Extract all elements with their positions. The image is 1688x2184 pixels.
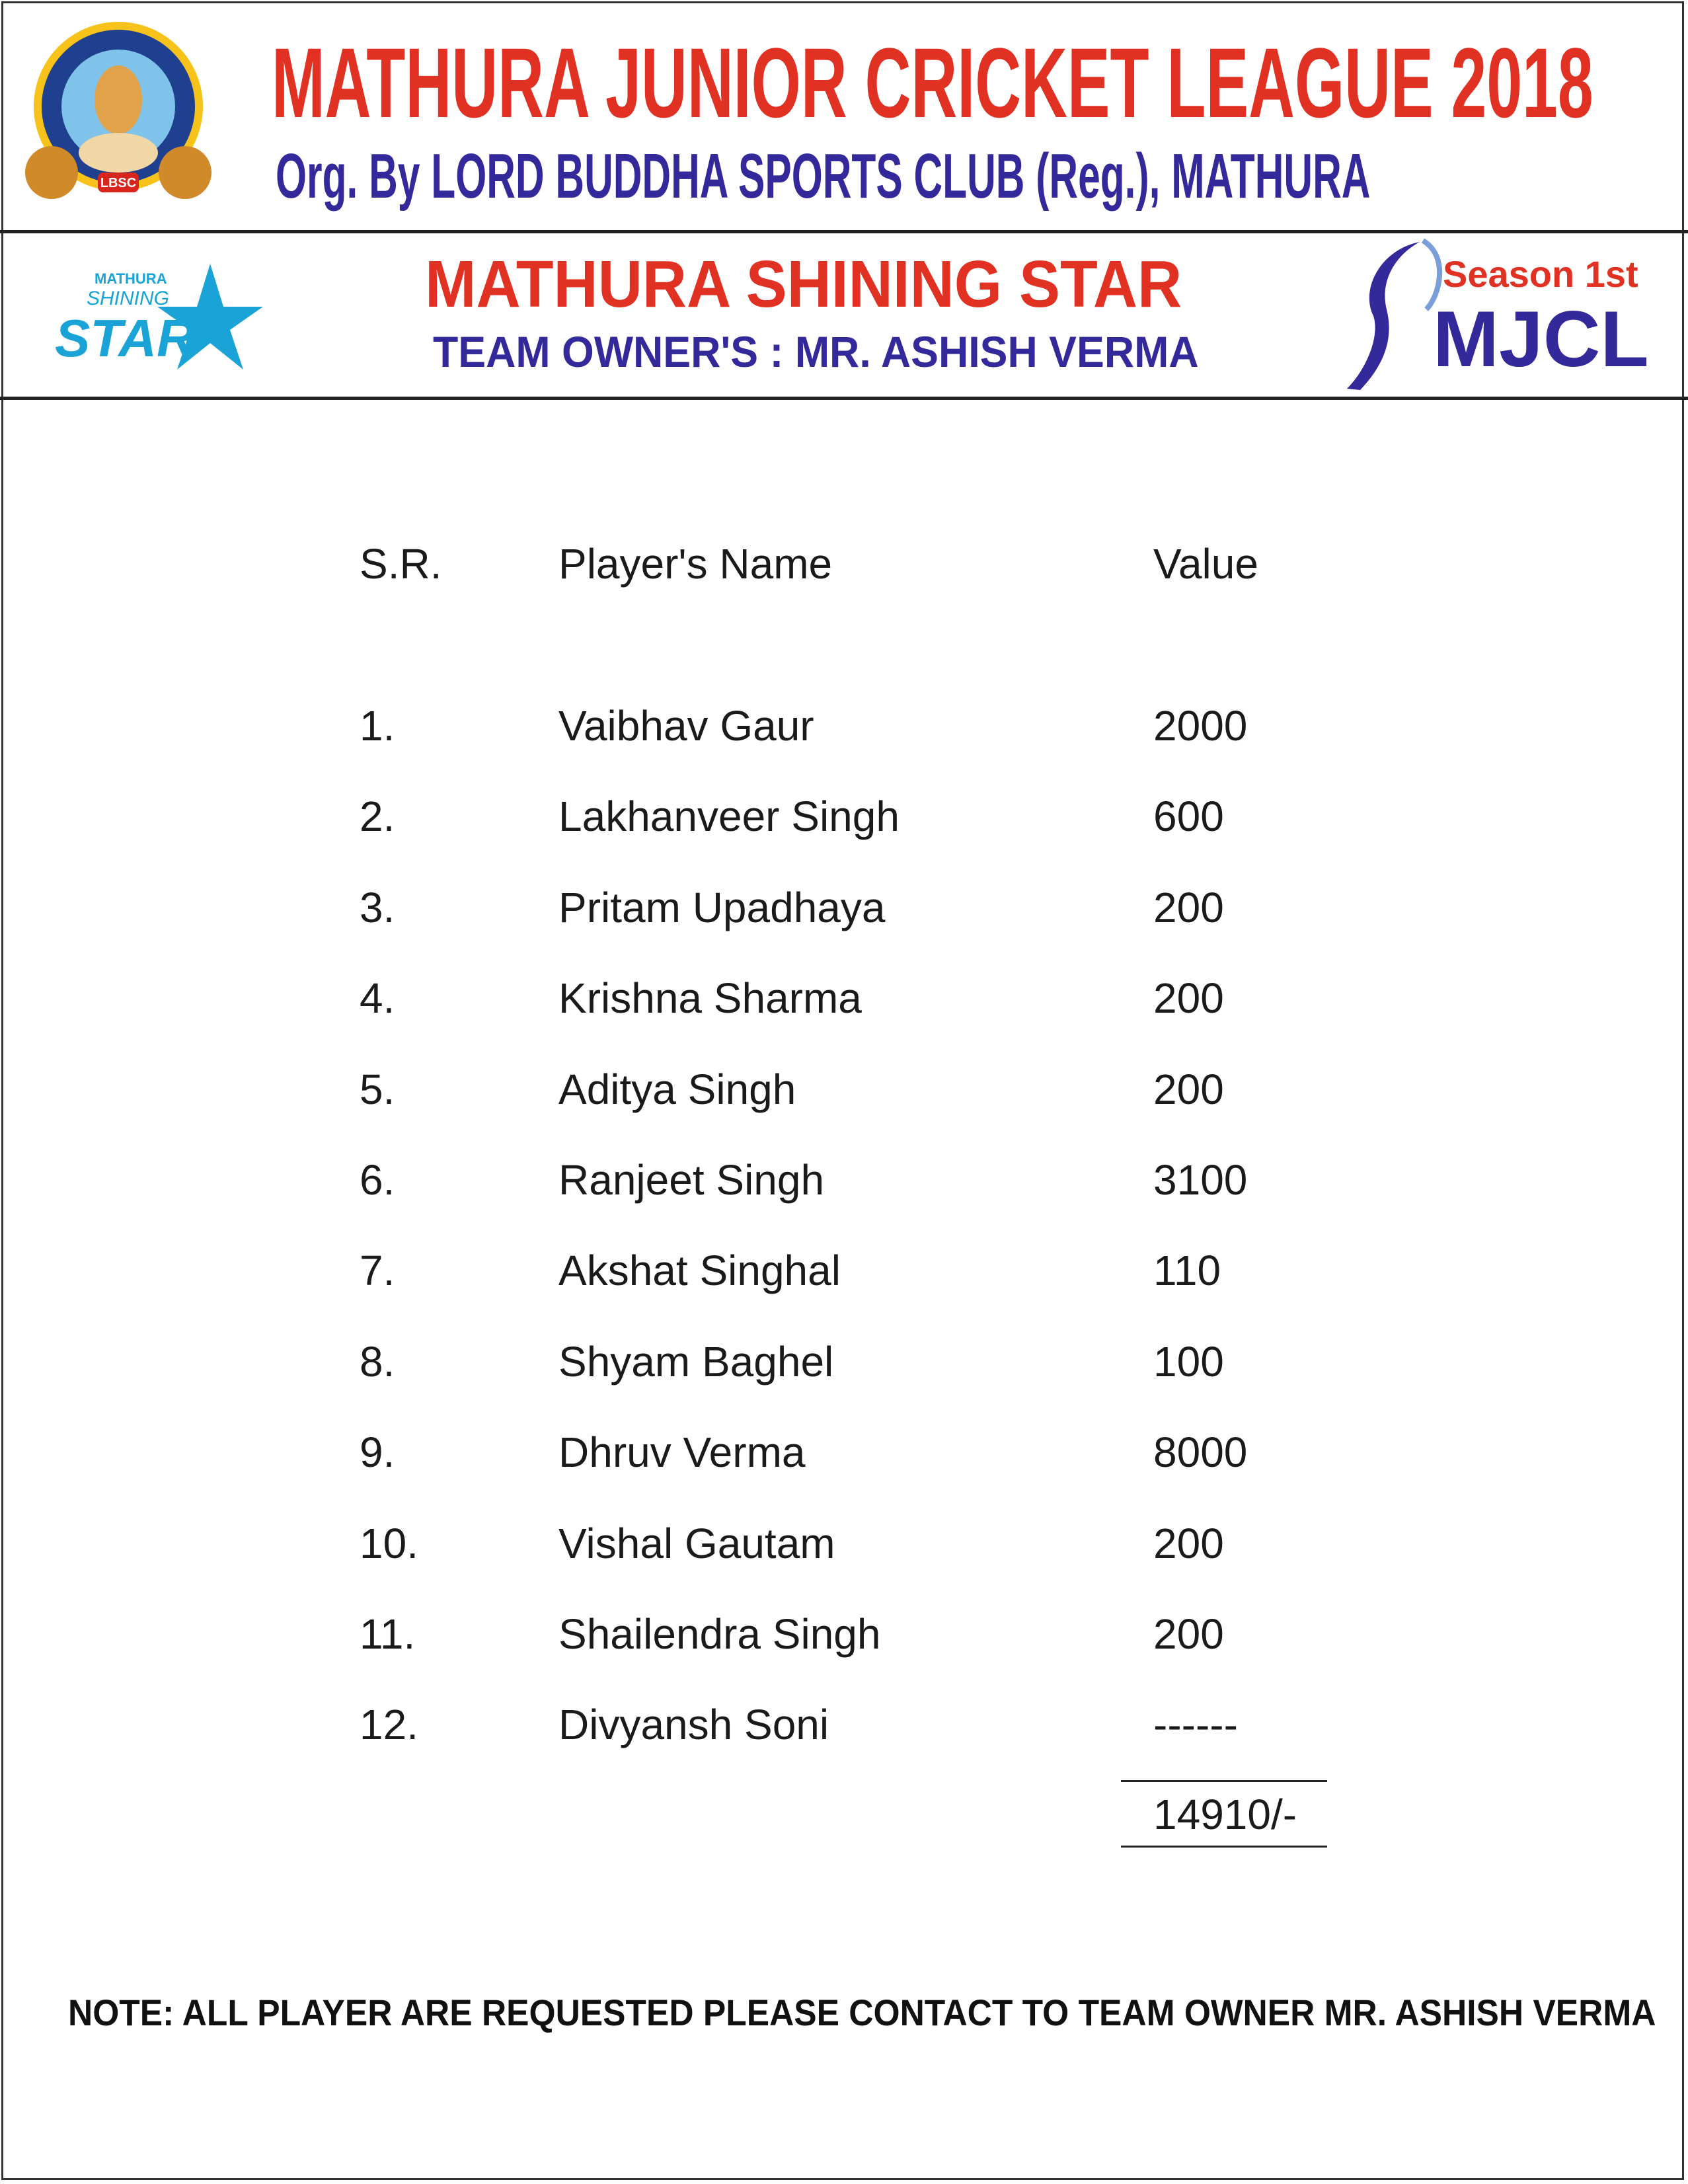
note: NOTE: ALL PLAYER ARE REQUESTED PLEASE CONTACT TO TEAM OWNER MR. ASHISH VERMA: [68, 1992, 1656, 2033]
row-6-name: Ranjeet Singh: [558, 1156, 825, 1204]
row-1-name: Vaibhav Gaur: [558, 702, 814, 750]
total-value: 14910/-: [1153, 1791, 1297, 1838]
row-3-name: Pritam Upadhaya: [558, 883, 886, 931]
row-11-name: Shailendra Singh: [558, 1610, 881, 1658]
row-6-value: 3100: [1153, 1156, 1248, 1204]
team-owner: TEAM OWNER'S : MR. ASHISH VERMA: [433, 327, 1199, 376]
team-name: MATHURA SHINING STAR: [425, 247, 1182, 321]
row-7-value: 110: [1153, 1247, 1221, 1295]
row-4-name: Krishna Sharma: [558, 974, 862, 1023]
row-8-value: 100: [1153, 1337, 1224, 1385]
row-12-sr: 12.: [360, 1701, 418, 1749]
row-5-name: Aditya Singh: [558, 1065, 796, 1113]
organizer-line: Org. By LORD BUDDHA SPORTS CLUB (Reg.), MATHURA: [276, 141, 1371, 212]
row-4-sr: 4.: [360, 974, 395, 1023]
row-11-sr: 11.: [360, 1610, 416, 1658]
header-sr: S.R.: [360, 540, 442, 588]
batsman-icon: [1347, 242, 1420, 390]
row-1-value: 2000: [1153, 702, 1248, 750]
row-2-name: Lakhanveer Singh: [558, 793, 900, 841]
total-bottom-line: [1121, 1846, 1327, 1848]
shining-star-logo: [42, 244, 268, 379]
header-value: Value: [1153, 540, 1258, 588]
row-6-sr: 6.: [360, 1156, 395, 1204]
total-top-line: [1121, 1780, 1327, 1782]
row-7-sr: 7.: [360, 1247, 395, 1295]
row-10-value: 200: [1153, 1519, 1224, 1567]
lbsc-badge-text: LBSC: [100, 176, 137, 190]
header-divider: [0, 230, 1688, 233]
mjcl-label: MJCL: [1433, 295, 1649, 383]
mjcl-logo: [1334, 237, 1664, 393]
season-label: Season 1st: [1443, 253, 1638, 295]
row-5-value: 200: [1153, 1065, 1224, 1113]
row-12-value: ------: [1153, 1701, 1238, 1749]
row-10-sr: 10.: [360, 1519, 418, 1567]
team-logo-line1: MATHURA: [95, 270, 167, 287]
team-logo-line3: STAR: [55, 309, 195, 368]
row-10-name: Vishal Gautam: [558, 1519, 835, 1567]
row-12-name: Divyansh Soni: [558, 1701, 829, 1749]
row-2-sr: 2.: [360, 793, 395, 841]
row-1-sr: 1.: [360, 702, 395, 750]
league-title: MATHURA JUNIOR CRICKET LEAGUE 2018: [272, 27, 1593, 138]
row-3-value: 200: [1153, 883, 1224, 931]
row-11-value: 200: [1153, 1610, 1224, 1658]
row-7-name: Akshat Singhal: [558, 1247, 841, 1295]
row-9-name: Dhruv Verma: [558, 1428, 806, 1477]
row-4-value: 200: [1153, 974, 1224, 1023]
lbsc-logo: [25, 14, 211, 216]
row-2-value: 600: [1153, 793, 1224, 841]
row-3-sr: 3.: [360, 883, 395, 931]
row-8-name: Shyam Baghel: [558, 1337, 834, 1385]
header-name: Player's Name: [558, 540, 833, 588]
row-9-sr: 9.: [360, 1428, 395, 1477]
row-9-value: 8000: [1153, 1428, 1248, 1477]
team-logo-line2: SHINING: [87, 288, 170, 309]
team-divider: [0, 397, 1688, 400]
row-5-sr: 5.: [360, 1065, 395, 1113]
row-8-sr: 8.: [360, 1337, 395, 1385]
